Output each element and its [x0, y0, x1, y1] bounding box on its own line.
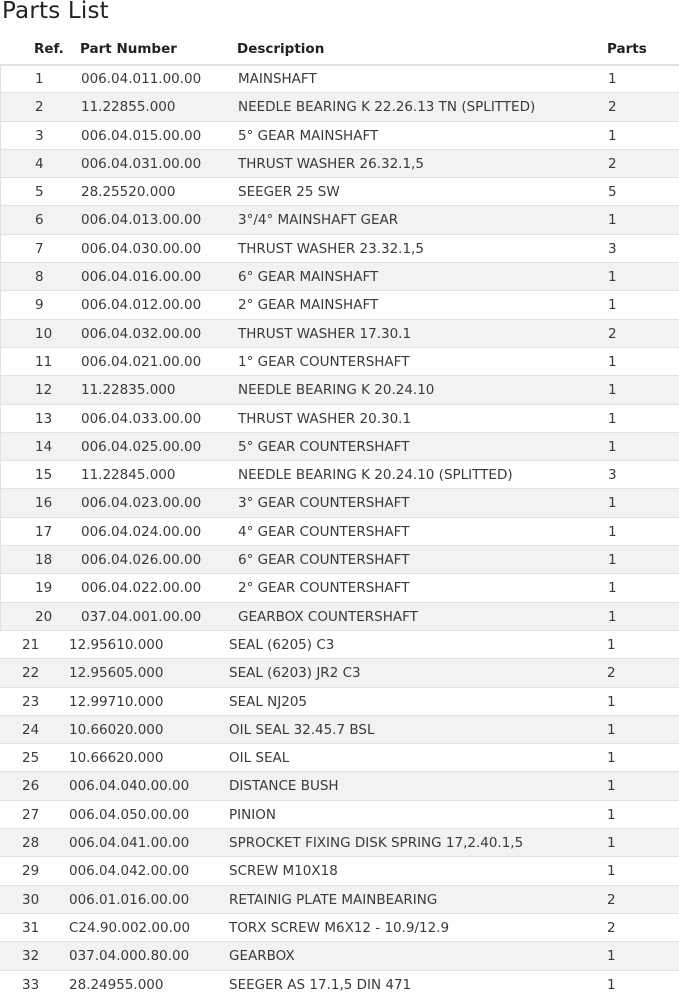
row-parts: 1 [607, 835, 616, 852]
row-ref: 7 [35, 240, 44, 257]
table-row [0, 687, 679, 715]
row-ref: 27 [22, 806, 40, 823]
table-row [0, 771, 679, 799]
row-ref: 2 [35, 99, 44, 116]
row-ref: 6 [35, 212, 44, 229]
row-description: SPROCKET FIXING DISK SPRING 17,2.40.1,5 [229, 835, 524, 852]
row-parts: 2 [608, 155, 617, 172]
row-part-number: 006.04.023.00.00 [81, 495, 202, 512]
row-parts: 1 [608, 580, 617, 597]
row-description: SCREW M10X18 [229, 863, 338, 880]
table-row [0, 941, 679, 969]
row-ref: 12 [35, 382, 53, 399]
row-description: PINION [229, 806, 276, 823]
table-row [0, 800, 679, 828]
row-ref: 16 [35, 495, 53, 512]
row-ref: 22 [22, 665, 40, 682]
row-parts: 1 [607, 948, 616, 965]
table-row [0, 658, 679, 686]
row-parts: 1 [607, 636, 616, 653]
row-description: 2° GEAR COUNTERSHAFT [238, 580, 410, 597]
row-parts: 1 [608, 495, 617, 512]
row-part-number: 10.66020.000 [69, 721, 164, 738]
row-parts: 1 [608, 353, 617, 370]
table-row [0, 715, 679, 743]
row-part-number: 006.04.041.00.00 [69, 835, 190, 852]
row-ref: 5 [35, 184, 44, 201]
row-part-number: C24.90.002.00.00 [69, 919, 191, 936]
row-parts: 1 [608, 552, 617, 569]
row-description: GEARBOX COUNTERSHAFT [238, 608, 418, 625]
table-row [0, 488, 679, 516]
row-ref: 17 [35, 523, 53, 540]
row-description: 5° GEAR COUNTERSHAFT [238, 438, 410, 455]
row-description: 6° GEAR MAINSHAFT [238, 269, 379, 286]
row-ref: 8 [35, 269, 44, 286]
row-parts: 3 [608, 467, 617, 484]
row-ref: 29 [22, 863, 40, 880]
row-description: NEEDLE BEARING K 20.24.10 [238, 382, 435, 399]
row-part-number: 006.04.031.00.00 [81, 155, 202, 172]
table-row [0, 177, 679, 205]
row-ref: 30 [22, 891, 40, 908]
table-row [0, 913, 679, 941]
row-description: SEAL NJ205 [229, 693, 307, 710]
row-part-number: 12.99710.000 [69, 693, 164, 710]
row-description: THRUST WASHER 26.32.1,5 [238, 155, 424, 172]
row-parts: 5 [608, 184, 617, 201]
row-description: GEARBOX [229, 948, 295, 965]
table-row [0, 149, 679, 177]
row-description: 6° GEAR COUNTERSHAFT [238, 552, 410, 569]
row-part-number: 006.04.030.00.00 [81, 240, 202, 257]
row-description: SEAL (6205) C3 [229, 636, 335, 653]
row-part-number: 006.04.013.00.00 [81, 212, 202, 229]
row-part-number: 006.04.033.00.00 [81, 410, 202, 427]
row-part-number: 006.04.032.00.00 [81, 325, 202, 342]
row-parts: 1 [608, 71, 617, 87]
table-row [0, 573, 679, 601]
row-description: SEEGER AS 17.1,5 DIN 471 [229, 976, 412, 993]
table-row [0, 375, 679, 403]
row-part-number: 006.04.050.00.00 [69, 806, 190, 823]
row-ref: 13 [35, 410, 53, 427]
row-description: OIL SEAL 32.45.7 BSL [229, 721, 375, 738]
table-row [0, 290, 679, 318]
row-ref: 25 [22, 750, 40, 767]
row-description: 3°/4° MAINSHAFT GEAR [238, 212, 399, 229]
row-description: TORX SCREW M6X12 - 10.9/12.9 [229, 919, 450, 936]
table-row [0, 234, 679, 262]
table-row [0, 319, 679, 347]
row-parts: 2 [607, 919, 616, 936]
row-parts: 2 [608, 99, 617, 116]
row-part-number: 006.04.021.00.00 [81, 353, 202, 370]
row-part-number: 006.04.011.00.00 [81, 71, 202, 87]
row-part-number: 006.04.012.00.00 [81, 297, 202, 314]
table-row [0, 743, 679, 771]
page-title: Parts List [2, 0, 109, 24]
table-row [0, 460, 679, 488]
table-row [0, 121, 679, 149]
table-row [0, 885, 679, 913]
row-description: THRUST WASHER 23.32.1,5 [238, 240, 424, 257]
row-description: 3° GEAR COUNTERSHAFT [238, 495, 410, 512]
table-row [0, 545, 679, 573]
header-ref: Ref. [34, 41, 64, 57]
table-row [0, 347, 679, 375]
row-ref: 32 [22, 948, 40, 965]
row-ref: 18 [35, 552, 53, 569]
row-part-number: 006.04.016.00.00 [81, 269, 202, 286]
row-part-number: 11.22855.000 [81, 99, 176, 116]
row-description: RETAINIG PLATE MAINBEARING [229, 891, 438, 908]
row-part-number: 28.25520.000 [81, 184, 176, 201]
row-part-number: 11.22835.000 [81, 382, 176, 399]
table-row [0, 404, 679, 432]
row-description: NEEDLE BEARING K 20.24.10 (SPLITTED) [238, 467, 513, 484]
row-part-number: 11.22845.000 [81, 467, 176, 484]
table-body [0, 64, 679, 998]
table-row [0, 828, 679, 856]
row-description: DISTANCE BUSH [229, 778, 339, 795]
table-row [0, 856, 679, 884]
table-row [0, 517, 679, 545]
row-ref: 1 [35, 71, 44, 87]
row-parts: 2 [607, 665, 616, 682]
row-ref: 28 [22, 835, 40, 852]
row-ref: 20 [35, 608, 53, 625]
table-row [0, 92, 679, 120]
table-header [0, 34, 679, 66]
row-part-number: 037.04.000.80.00 [69, 948, 190, 965]
row-part-number: 006.04.025.00.00 [81, 438, 202, 455]
row-ref: 21 [22, 636, 40, 653]
header-parts: Parts [607, 41, 647, 57]
row-ref: 31 [22, 919, 40, 936]
row-part-number: 006.04.042.00.00 [69, 863, 190, 880]
row-parts: 1 [607, 721, 616, 738]
row-parts: 1 [608, 438, 617, 455]
row-part-number: 006.04.040.00.00 [69, 778, 190, 795]
row-ref: 26 [22, 778, 40, 795]
header-description: Description [237, 41, 325, 57]
row-ref: 10 [35, 325, 53, 342]
row-description: THRUST WASHER 17.30.1 [238, 325, 412, 342]
row-description: THRUST WASHER 20.30.1 [238, 410, 412, 427]
table-row [0, 64, 679, 92]
row-parts: 2 [607, 891, 616, 908]
row-parts: 1 [608, 127, 617, 144]
row-ref: 11 [35, 353, 53, 370]
row-parts: 1 [608, 410, 617, 427]
row-part-number: 006.04.022.00.00 [81, 580, 202, 597]
row-part-number: 037.04.001.00.00 [81, 608, 202, 625]
row-ref: 15 [35, 467, 53, 484]
row-description: NEEDLE BEARING K 22.26.13 TN (SPLITTED) [238, 99, 536, 116]
table-row [0, 602, 679, 630]
row-ref: 23 [22, 693, 40, 710]
row-parts: 1 [607, 976, 616, 993]
parts-table [0, 34, 679, 993]
row-parts: 1 [608, 297, 617, 314]
row-parts: 1 [608, 212, 617, 229]
row-parts: 1 [608, 382, 617, 399]
row-parts: 3 [608, 240, 617, 257]
row-description: 1° GEAR COUNTERSHAFT [238, 353, 410, 370]
row-parts: 2 [608, 325, 617, 342]
row-parts: 1 [608, 608, 617, 625]
table-row [0, 205, 679, 233]
table-row [0, 432, 679, 460]
row-part-number: 28.24955.000 [69, 976, 164, 993]
row-parts: 1 [607, 863, 616, 880]
row-description: OIL SEAL [229, 750, 290, 767]
row-ref: 9 [35, 297, 44, 314]
row-description: 4° GEAR COUNTERSHAFT [238, 523, 410, 540]
row-part-number: 006.01.016.00.00 [69, 891, 190, 908]
row-part-number: 006.04.024.00.00 [81, 523, 202, 540]
row-parts: 1 [608, 523, 617, 540]
row-ref: 3 [35, 127, 44, 144]
row-parts: 1 [608, 269, 617, 286]
header-part-number: Part Number [80, 41, 177, 57]
row-description: 2° GEAR MAINSHAFT [238, 297, 379, 314]
table-row [0, 970, 679, 998]
row-part-number: 006.04.026.00.00 [81, 552, 202, 569]
row-part-number: 12.95610.000 [69, 636, 164, 653]
row-part-number: 10.66620.000 [69, 750, 164, 767]
row-ref: 24 [22, 721, 40, 738]
row-parts: 1 [607, 750, 616, 767]
row-ref: 4 [35, 155, 44, 172]
table-row [0, 630, 679, 658]
row-description: 5° GEAR MAINSHAFT [238, 127, 379, 144]
row-ref: 33 [22, 976, 40, 993]
row-part-number: 12.95605.000 [69, 665, 164, 682]
row-description: MAINSHAFT [238, 71, 317, 87]
row-parts: 1 [607, 806, 616, 823]
row-parts: 1 [607, 693, 616, 710]
row-description: SEEGER 25 SW [238, 184, 340, 201]
row-description: SEAL (6203) JR2 C3 [229, 665, 361, 682]
row-ref: 14 [35, 438, 53, 455]
row-parts: 1 [607, 778, 616, 795]
row-ref: 19 [35, 580, 53, 597]
row-part-number: 006.04.015.00.00 [81, 127, 202, 144]
table-row [0, 262, 679, 290]
